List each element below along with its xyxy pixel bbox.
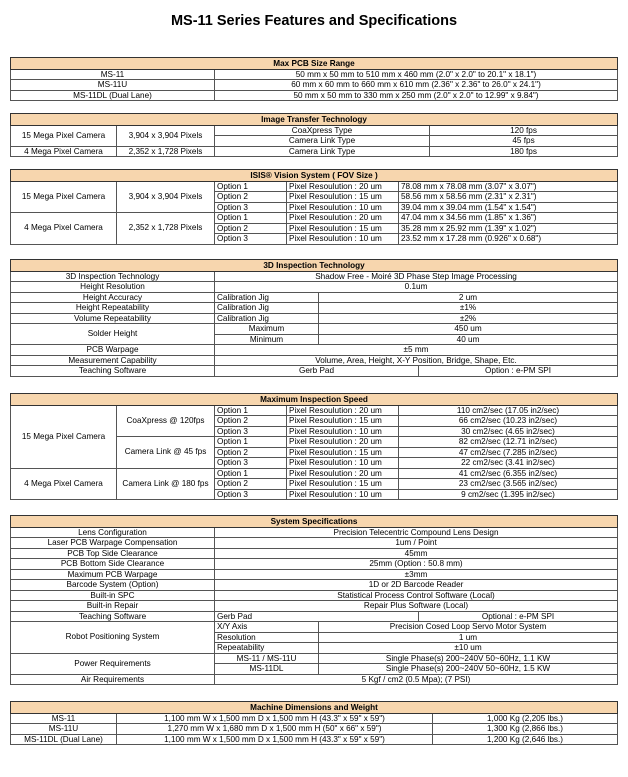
option-cell: Option 3 <box>215 489 287 500</box>
value-cell: Repair Plus Software (Local) <box>215 601 618 612</box>
inspection-speed-table <box>10 393 618 500</box>
isis-vision-table <box>10 169 618 245</box>
interface-cell: CoaXpress @ 120fps <box>117 405 215 437</box>
page-title: MS-11 Series Features and Specifications <box>170 13 458 29</box>
option-cell: Option 2 <box>215 447 287 458</box>
table-row <box>11 90 618 101</box>
weight-cell: 1,000 Kg (2,205 lbs.) <box>433 713 618 724</box>
table-row <box>11 324 618 335</box>
resolution-cell: Pixel Resoulution : 15 um <box>287 192 399 203</box>
resolution-cell: Pixel Resoulution : 10 um <box>287 234 399 245</box>
resolution-cell: Pixel Resoulution : 10 um <box>287 489 399 500</box>
resolution-cell: Pixel Resoulution : 15 um <box>287 479 399 490</box>
pixels-cell: 2,352 x 1,728 Pixels <box>117 213 215 245</box>
dimensions-cell: 1,100 mm W x 1,500 mm D x 1,500 mm H (43.3" x 59" x 59") <box>117 713 433 724</box>
resolution-cell: Pixel Resoulution : 15 um <box>287 447 399 458</box>
weight-cell: 1,200 Kg (2,646 lbs.) <box>433 734 618 745</box>
value-cell: ±3mm <box>215 569 618 580</box>
table-row <box>11 601 618 612</box>
fov-cell: 58.56 mm x 58.56 mm (2.31" x 2.31") <box>399 192 618 203</box>
value-cell: 5 Kgf / cm2 (0.5 Mpa); (7 PSI) <box>215 674 618 685</box>
table-header: ISIS® Vision System ( FOV Size ) <box>11 170 618 182</box>
table-row <box>11 724 618 735</box>
value-cell: 40 um <box>319 334 618 345</box>
table-header: Maximum Inspection Speed <box>11 394 618 406</box>
type-cell: CoaXpress Type <box>215 125 430 136</box>
table-row <box>11 734 618 745</box>
table-row <box>11 146 618 157</box>
interface-cell: Camera Link @ 180 fps <box>117 468 215 500</box>
model-cell: MS-11U <box>11 724 117 735</box>
value-cell: 1 um <box>319 632 618 643</box>
option-cell: Option 1 <box>215 468 287 479</box>
resolution-cell: Pixel Resoulution : 20 um <box>287 181 399 192</box>
system-spec-table <box>10 515 618 685</box>
speed-cell: 22 cm2/sec (3.41 in2/sec) <box>399 458 618 469</box>
option-cell: Option 2 <box>215 416 287 427</box>
resolution-cell: Pixel Resoulution : 15 um <box>287 416 399 427</box>
method-cell: Calibration Jig <box>215 303 319 314</box>
table-header: Max PCB Size Range <box>11 58 618 70</box>
method-cell: Calibration Jig <box>215 292 319 303</box>
label-cell: Height Repeatability <box>11 303 215 314</box>
option-cell: Option 1 <box>215 181 287 192</box>
label-cell: Height Accuracy <box>11 292 215 303</box>
option-cell: Option 1 <box>215 405 287 416</box>
value-cell: 1D or 2D Barcode Reader <box>215 580 618 591</box>
option-cell: Option 3 <box>215 234 287 245</box>
value-cell: Shadow Free - Moiré 3D Phase Step Image Processing <box>215 271 618 282</box>
resolution-cell: Pixel Resoulution : 10 um <box>287 458 399 469</box>
table-row <box>11 405 618 416</box>
size-cell: 50 mm x 50 mm to 510 mm x 460 mm (2.0" x 2.0" to 20.1" x 18.1") <box>215 69 618 80</box>
speed-cell: 82 cm2/sec (12.71 in2/sec) <box>399 437 618 448</box>
value-cell: ±5 mm <box>215 345 618 356</box>
option-cell: Option 3 <box>215 458 287 469</box>
label-cell: Power Requirements <box>11 653 215 674</box>
speed-cell: 47 cm2/sec (7.285 in2/sec) <box>399 447 618 458</box>
size-cell: 50 mm x 50 mm to 330 mm x 250 mm (2.0" x 2.0" to 12.99" x 9.84") <box>215 90 618 101</box>
sub-label-cell: Resolution <box>215 632 319 643</box>
value-cell: Gerb Pad <box>215 366 419 377</box>
table-row <box>11 590 618 601</box>
type-cell: Camera Link Type <box>215 146 430 157</box>
sub-label-cell: Repeatability <box>215 643 319 654</box>
option-cell: Optional : e-PM SPI <box>419 611 618 622</box>
label-cell: Teaching Software <box>11 611 215 622</box>
table-row <box>11 181 618 192</box>
fps-cell: 45 fps <box>430 136 618 147</box>
speed-cell: 30 cm2/sec (4.65 in2/sec) <box>399 426 618 437</box>
label-cell: 3D Inspection Technology <box>11 271 215 282</box>
sub-label-cell: MS-11DL <box>215 664 319 675</box>
option-cell: Option 2 <box>215 479 287 490</box>
dimensions-cell: 1,270 mm W x 1,680 mm D x 1,500 mm H (50" x 66" x 59") <box>117 724 433 735</box>
label-cell: Teaching Software <box>11 366 215 377</box>
camera-cell: 15 Mega Pixel Camera <box>11 405 117 468</box>
table-row <box>11 213 618 224</box>
speed-cell: 23 cm2/sec (3.565 in2/sec) <box>399 479 618 490</box>
pixels-cell: 2,352 x 1,728 Pixels <box>117 146 215 157</box>
value-cell: Single Phase(s) 200~240V 50~60Hz, 1.5 KW <box>319 664 618 675</box>
table-row <box>11 355 618 366</box>
option-cell: Option : e-PM SPI <box>419 366 618 377</box>
fov-cell: 23.52 mm x 17.28 mm (0.926" x 0.68") <box>399 234 618 245</box>
camera-cell: 15 Mega Pixel Camera <box>11 125 117 146</box>
label-cell: Built-in Repair <box>11 601 215 612</box>
fov-cell: 35.28 mm x 25.92 mm (1.39" x 1.02") <box>399 223 618 234</box>
table-row <box>11 292 618 303</box>
camera-cell: 15 Mega Pixel Camera <box>11 181 117 213</box>
pixels-cell: 3,904 x 3,904 Pixels <box>117 125 215 146</box>
table-row <box>11 69 618 80</box>
table-row <box>11 653 618 664</box>
table-row <box>11 345 618 356</box>
table-row <box>11 611 618 622</box>
interface-cell: Camera Link @ 45 fps <box>117 437 215 469</box>
table-row <box>11 527 618 538</box>
option-cell: Option 2 <box>215 192 287 203</box>
label-cell: PCB Bottom Side Clearance <box>11 559 215 570</box>
value-cell: 0.1um <box>215 282 618 293</box>
camera-cell: 4 Mega Pixel Camera <box>11 213 117 245</box>
speed-cell: 9 cm2/sec (1.395 in2/sec) <box>399 489 618 500</box>
value-cell: Gerb Pad <box>215 611 419 622</box>
option-cell: Option 3 <box>215 426 287 437</box>
table-row <box>11 580 618 591</box>
value-cell: 25mm (Option : 50.8 mm) <box>215 559 618 570</box>
label-cell: Volume Repeatability <box>11 313 215 324</box>
label-cell: Air Requirements <box>11 674 215 685</box>
size-cell: 60 mm x 60 mm to 660 mm x 610 mm (2.36" x 2.36" to 26.0" x 24.1") <box>215 80 618 91</box>
value-cell: Precision Telecentric Compound Lens Design <box>215 527 618 538</box>
resolution-cell: Pixel Resoulution : 15 um <box>287 223 399 234</box>
table-row <box>11 538 618 549</box>
table-row <box>11 468 618 479</box>
table-row <box>11 366 618 377</box>
model-cell: MS-11DL (Dual Lane) <box>11 734 117 745</box>
resolution-cell: Pixel Resoulution : 20 um <box>287 405 399 416</box>
value-cell: 1um / Point <box>215 538 618 549</box>
table-row <box>11 569 618 580</box>
type-cell: Camera Link Type <box>215 136 430 147</box>
table-row <box>11 548 618 559</box>
method-cell: Calibration Jig <box>215 313 319 324</box>
label-cell: Robot Positioning System <box>11 622 215 654</box>
value-cell: ±1% <box>319 303 618 314</box>
table-row <box>11 674 618 685</box>
label-cell: Height Resolution <box>11 282 215 293</box>
table-row <box>11 303 618 314</box>
label-cell: Solder Height <box>11 324 215 345</box>
label-cell: PCB Warpage <box>11 345 215 356</box>
method-cell: Minimum <box>215 334 319 345</box>
label-cell: Barcode System (Option) <box>11 580 215 591</box>
fov-cell: 47.04 mm x 34.56 mm (1.85" x 1.36") <box>399 213 618 224</box>
resolution-cell: Pixel Resoulution : 20 um <box>287 437 399 448</box>
resolution-cell: Pixel Resoulution : 10 um <box>287 202 399 213</box>
table-row <box>11 313 618 324</box>
table-row <box>11 713 618 724</box>
fov-cell: 78.08 mm x 78.08 mm (3.07" x 3.07") <box>399 181 618 192</box>
label-cell: Maximum PCB Warpage <box>11 569 215 580</box>
resolution-cell: Pixel Resoulution : 20 um <box>287 213 399 224</box>
model-cell: MS-11DL (Dual Lane) <box>11 90 215 101</box>
table-row <box>11 559 618 570</box>
table-header: 3D Inspection Technology <box>11 260 618 272</box>
option-cell: Option 1 <box>215 213 287 224</box>
value-cell: 2 um <box>319 292 618 303</box>
sub-label-cell: MS-11 / MS-11U <box>215 653 319 664</box>
value-cell: Statistical Process Control Software (Local) <box>215 590 618 601</box>
label-cell: PCB Top Side Clearance <box>11 548 215 559</box>
option-cell: Option 2 <box>215 223 287 234</box>
label-cell: Laser PCB Warpage Compensation <box>11 538 215 549</box>
value-cell: ±10 um <box>319 643 618 654</box>
table-header: System Specifications <box>11 516 618 528</box>
value-cell: Volume, Area, Height, X-Y Position, Bridge, Shape, Etc. <box>215 355 618 366</box>
resolution-cell: Pixel Resoulution : 20 um <box>287 468 399 479</box>
table-header: Machine Dimensions and Weight <box>11 702 618 714</box>
table-row <box>11 80 618 91</box>
table-header: Image Transfer Technology <box>11 114 618 126</box>
pixels-cell: 3,904 x 3,904 Pixels <box>117 181 215 213</box>
option-cell: Option 3 <box>215 202 287 213</box>
method-cell: Maximum <box>215 324 319 335</box>
resolution-cell: Pixel Resoulution : 10 um <box>287 426 399 437</box>
speed-cell: 110 cm2/sec (17.05 in2/sec) <box>399 405 618 416</box>
sub-label-cell: X/Y Axis <box>215 622 319 633</box>
label-cell: Lens Configuration <box>11 527 215 538</box>
table-row <box>11 622 618 633</box>
speed-cell: 66 cm2/sec (10.23 in2/sec) <box>399 416 618 427</box>
value-cell: Single Phase(s) 200~240V 50~60Hz, 1.1 KW <box>319 653 618 664</box>
image-transfer-table <box>10 113 618 157</box>
inspection-3d-table <box>10 259 618 377</box>
option-cell: Option 1 <box>215 437 287 448</box>
fps-cell: 180 fps <box>430 146 618 157</box>
value-cell: Precision Cosed Loop Servo Motor System <box>319 622 618 633</box>
table-row <box>11 271 618 282</box>
value-cell: 45mm <box>215 548 618 559</box>
table-row <box>11 125 618 136</box>
table-row <box>11 282 618 293</box>
pcb-size-table <box>10 57 618 101</box>
fps-cell: 120 fps <box>430 125 618 136</box>
camera-cell: 4 Mega Pixel Camera <box>11 146 117 157</box>
label-cell: Measurement Capability <box>11 355 215 366</box>
dimensions-cell: 1,100 mm W x 1,500 mm D x 1,500 mm H (43.3" x 59" x 59") <box>117 734 433 745</box>
model-cell: MS-11 <box>11 713 117 724</box>
fov-cell: 39.04 mm x 39.04 mm (1.54" x 1.54") <box>399 202 618 213</box>
speed-cell: 41 cm2/sec (6.355 in2/sec) <box>399 468 618 479</box>
model-cell: MS-11U <box>11 80 215 91</box>
value-cell: 450 um <box>319 324 618 335</box>
camera-cell: 4 Mega Pixel Camera <box>11 468 117 500</box>
label-cell: Built-in SPC <box>11 590 215 601</box>
weight-cell: 1,300 Kg (2,866 lbs.) <box>433 724 618 735</box>
model-cell: MS-11 <box>11 69 215 80</box>
machine-dimensions-table <box>10 701 618 745</box>
value-cell: ±2% <box>319 313 618 324</box>
